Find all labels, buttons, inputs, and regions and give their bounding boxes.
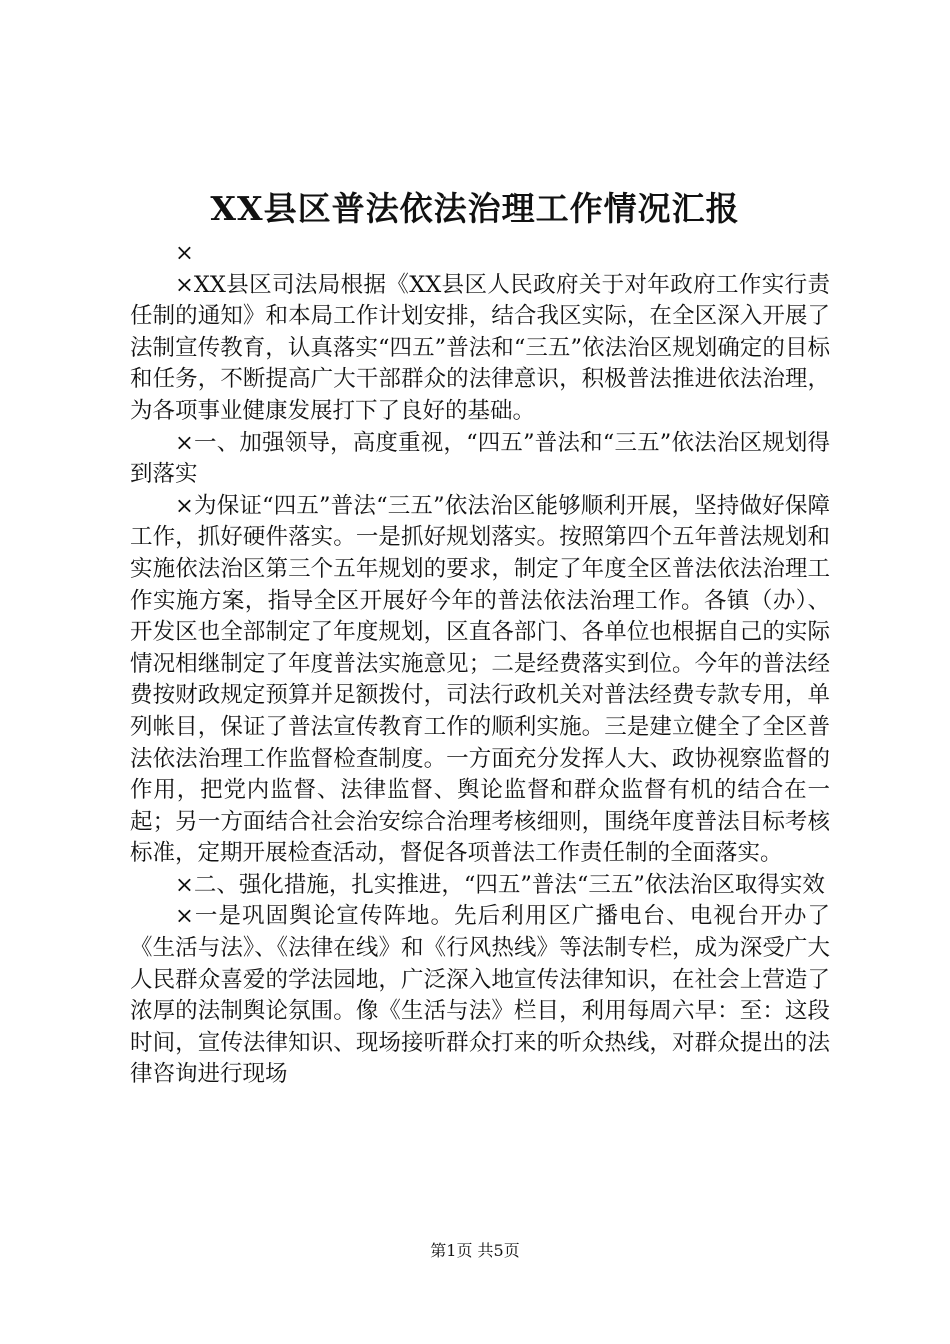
section-heading-1: ×一、加强领导，高度重视，“四五”普法和“三五”依法治区规划得到落实 [130,429,830,488]
page-footer: 第1页 共5页 [430,1241,520,1260]
paragraph-intro: ×XX县区司法局根据《XX县区人民政府关于对年政府工作实行责任制的通知》和本局工作计划安排，结合我区实际，在全区深入开展了法制宣传教育，认真落实“四五”普法和“三五”依法治区规划确定的目标和任务，不断提高广大干部群众的法律意识，积极普法推进依法治理，为各项事业健康发展打下了良好的基础。 [130,271,830,424]
paragraph-section-1: ×为保证“四五”普法“三五”依法治区能够顺利开展，坚持做好保障工作，抓好硬件落实。一是抓好规划落实。按照第四个五年普法规划和实施依法治区第三个五年规划的要求，制定了年度全区普法依法治理工作实施方案，指导全区开展好今年的普法依法治理工作。各镇（办）、开发区也全部制定了年度规划，区直各部门、各单位也根据自己的实际情况相继制定了年度普法实施意见；二是经费落实到位。今年的普法经费按财政规定预算并足额拨付，司法行政机关对普法经费专款专用，单列帐目，保证了普法宣传教育工作的顺利实施。三是建立健全了全区普法依法治理工作监督检查制度。一方面充分发挥人大、政协视察监督的作用，把党内监督、法律监督、舆论监督和群众监督有机的结合在一起；另一方面结合社会治安综合治理考核细则，围绕年度普法目标考核标准，定期开展检查活动，督促各项普法工作责任制的全面落实。 [130,492,830,867]
paragraph-section-2: ×一是巩固舆论宣传阵地。先后利用区广播电台、电视台开办了《生活与法》、《法律在线》和《行风热线》等法制专栏，成为深受广大人民群众喜爱的学法园地，广泛深入地宣传法律知识，在社会上营造了浓厚的法制舆论氛围。像《生活与法》栏目，利用每周六早：至：这段时间，宣传法律知识、现场接听群众打来的听众热线，对群众提出的法律咨询进行现场 [130,903,830,1088]
paragraph-marker: × [175,240,194,266]
section-heading-2: ×二、强化措施，扎实推进，“四五”普法“三五”依法治区取得实效 [175,871,825,898]
document-body [130,238,830,1091]
document-title: XX县区普法依法治理工作情况汇报 [210,189,740,228]
